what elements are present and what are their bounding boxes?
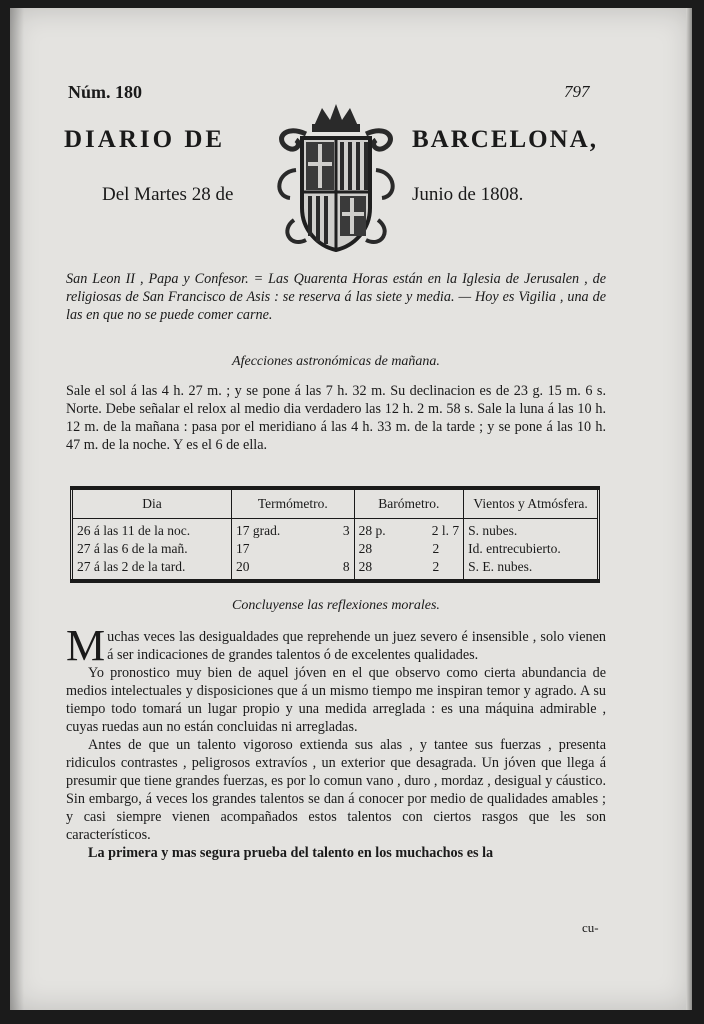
morals-paragraph-1-text: uchas veces las desigualdades que reprehende un juez severo é insensible , solo vienen á ser indicaciones de grandes talentos ó de excelentes qualidades.	[107, 629, 606, 663]
page-edge	[686, 8, 692, 1010]
coat-of-arms-icon	[266, 100, 406, 256]
cell-day: 27 á las 2 de la tard.	[72, 558, 232, 581]
cell-wind: S. nubes.	[464, 519, 599, 541]
cell-wind: S. E. nubes.	[464, 558, 599, 581]
issue-number: Núm. 180	[68, 82, 143, 102]
page-number: 797	[564, 82, 590, 101]
cell-baro: 28	[354, 540, 408, 558]
binding-shadow	[10, 8, 24, 1010]
cell-thermo: 17 grad.	[232, 519, 327, 541]
morals-paragraph-2: Yo pronostico muy bien de aquel jóven en el que observo como cierta abundancia de medios intelectuales y disposiciones que á un mismo tiempo me inspiran temor y agrado. A su tiempo todo tomará un lugar propio y una medida arreglada : es una máquina admirable , cuyas ruedas aun no están concluidas ni arregladas.	[66, 665, 606, 735]
column-header-barometer: Barómetro.	[354, 488, 464, 519]
newspaper-page	[10, 8, 692, 1010]
weather-table-header	[72, 488, 599, 519]
morals-heading: Concluyense las reflexiones morales.	[232, 598, 440, 613]
drop-cap: M	[66, 621, 106, 670]
cell-thermo-fraction: 8	[327, 558, 354, 581]
cell-baro: 28 p.	[354, 519, 408, 541]
issue-date-left: Del Martes 28 de	[102, 184, 234, 205]
astronomy-heading: Afecciones astronómicas de mañana.	[232, 354, 440, 369]
cell-wind: Id. entrecubierto.	[464, 540, 599, 558]
table-row	[72, 540, 599, 558]
column-header-winds: Vientos y Atmósfera.	[464, 488, 599, 519]
cell-thermo-fraction	[327, 540, 354, 558]
morals-article	[66, 621, 606, 862]
morals-paragraph-4: La primera y mas segura prueba del talento en los muchachos es la	[88, 845, 494, 861]
cell-baro-lines: 2 l. 7	[409, 519, 464, 541]
cell-baro-lines: 2	[409, 540, 464, 558]
cell-thermo: 17	[232, 540, 327, 558]
morals-paragraph-3: Antes de que un talento vigoroso extienda sus alas , y tantee sus fuerzas , presenta ridiculos contrastes , peligrosos extravíos , un exterior que desagrada. Un jóven que llega á presumir que tiene grandes fuerzas, es por lo comun vano , duro , mordaz , desigual y cáustico. Sin embargo, á veces los grandes talentos se dan á conocer por medio de qualidades amables ; y casi siempre vienen acompañados estos talentos con ciertos rasgos que les son característicos.	[66, 737, 606, 843]
cell-thermo-fraction: 3	[327, 519, 354, 541]
cell-day: 26 á las 11 de la noc.	[72, 519, 232, 541]
table-row	[72, 558, 599, 581]
catchword: cu-	[582, 920, 599, 935]
issue-date-right: Junio de 1808.	[412, 184, 524, 205]
astronomy-text: Sale el sol á las 4 h. 27 m. ; y se pone á las 7 h. 32 m. Su declinacion es de 23 g. 15 m. 6 s. Norte. Debe señalar el relox al medio dia verdadero las 12 h. 2 m. 58 s. Sale la luna á las 10 h. 12 m. de la mañana : pasa por el meridiano á las 4 h. 33 m. de la tarde ; y se pone á las 10 h. 47 m. de la noche. Y es el 6 de ella.	[66, 383, 606, 453]
masthead-title-left: DIARIO DE	[64, 126, 226, 153]
column-header-thermometer: Termómetro.	[232, 488, 355, 519]
cell-thermo: 20	[232, 558, 327, 581]
cell-baro-lines: 2	[409, 558, 464, 581]
weather-table	[70, 486, 600, 583]
masthead-title-right: BARCELONA,	[412, 126, 598, 153]
saints-notice: San Leon II , Papa y Confesor. = Las Quarenta Horas están en la Iglesia de Jerusalen , de religiosas de San Francisco de Asis : se reserva á las siete y media. — Hoy es Vigilia , una de las en que no se puede comer carne.	[66, 271, 606, 323]
table-row	[72, 519, 599, 541]
morals-paragraph-1	[66, 621, 606, 670]
cell-baro: 28	[354, 558, 408, 581]
cell-day: 27 á las 6 de la mañ.	[72, 540, 232, 558]
column-header-day: Dia	[72, 488, 232, 519]
